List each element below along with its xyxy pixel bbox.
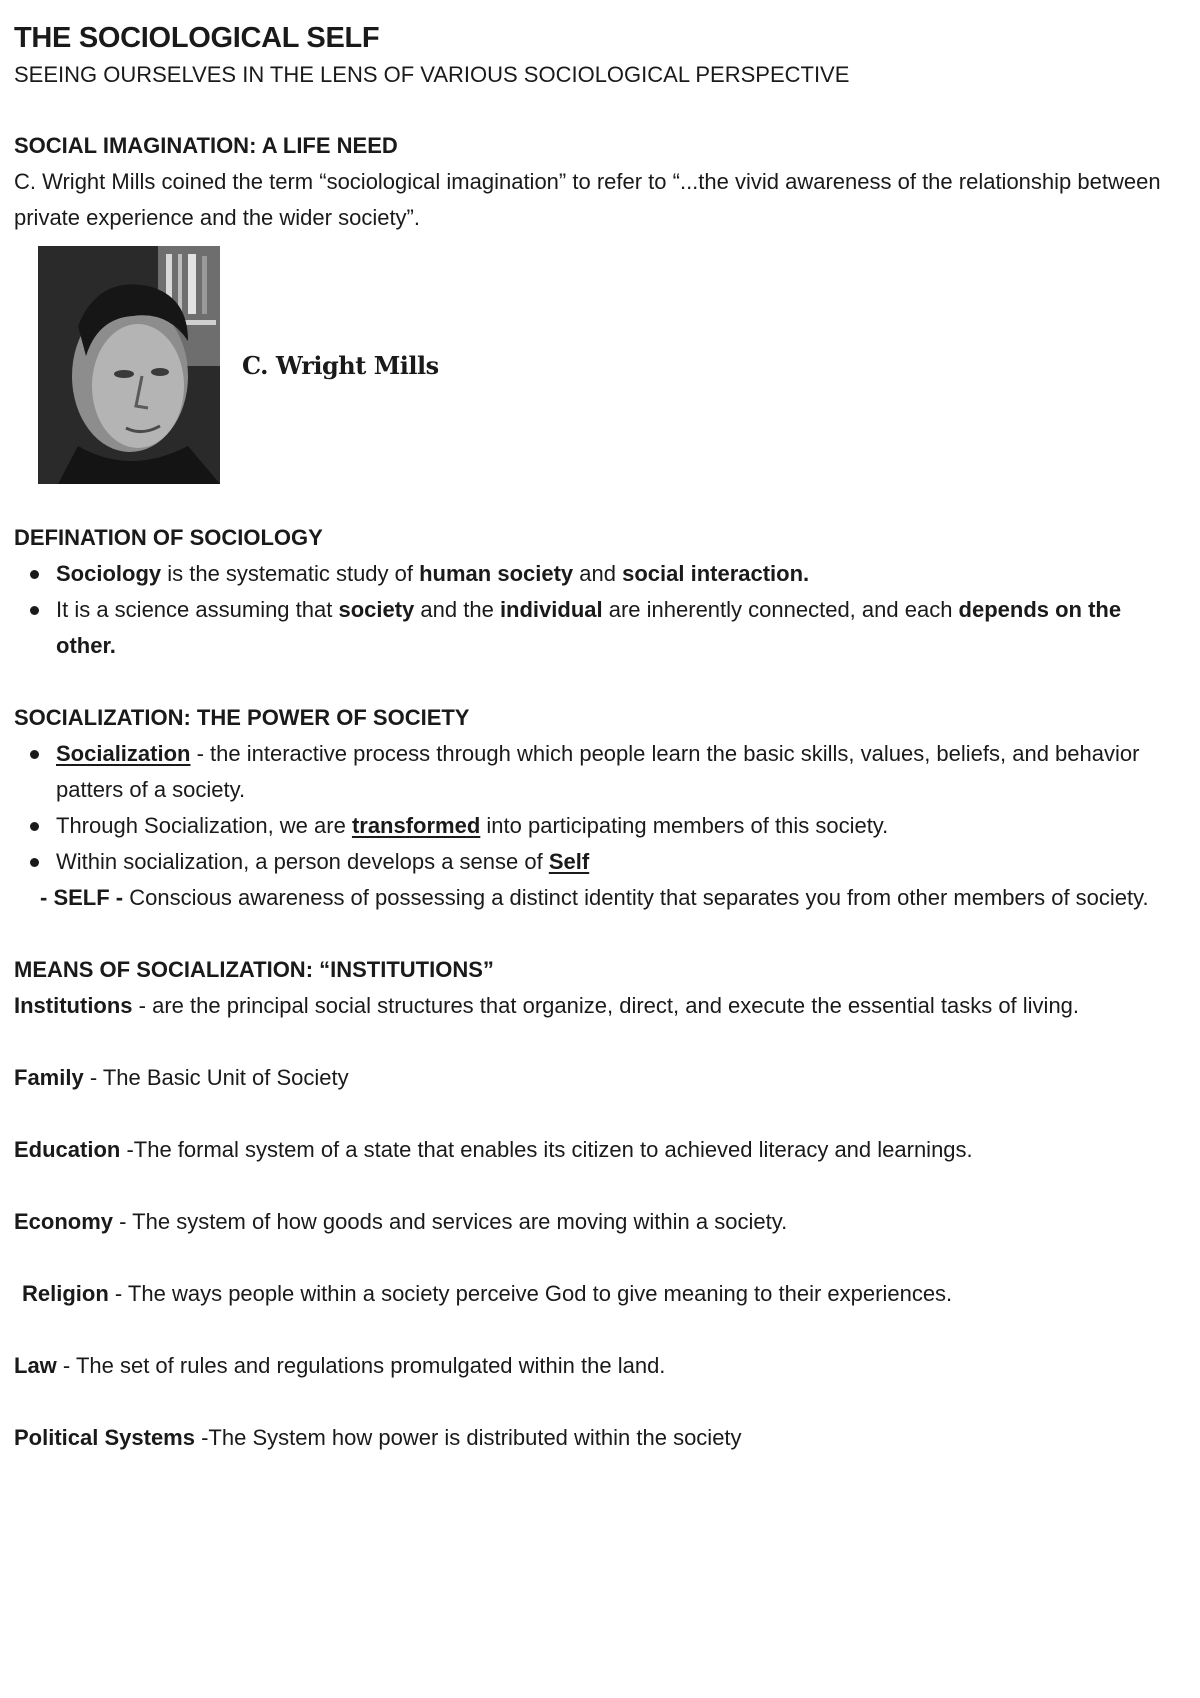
institution-term: Religion [22, 1281, 109, 1306]
institution-term: Economy [14, 1209, 114, 1234]
imagination-text: C. Wright Mills coined the term “sociological imagination” to refer to “...the vivid awareness of the relationship between private experience and the wider society”. [14, 169, 1161, 230]
list-text: Within socialization, a person develops a sense of [56, 849, 549, 874]
means-heading: MEANS OF SOCIALIZATION: “INSTITUTIONS” [14, 957, 494, 982]
list-item [56, 592, 1186, 664]
institution-term: Family [14, 1065, 84, 1090]
institution-text: - The ways people within a society perceive God to give meaning to their experiences. [108, 1281, 953, 1306]
document-page [14, 18, 1186, 1456]
term-self: Self [548, 849, 590, 874]
term-society: society [338, 597, 415, 622]
list-text: are inherently connected, and each [602, 597, 959, 622]
term-institutions: Institutions [14, 993, 133, 1018]
institutions-text: - are the principal social structures that organize, direct, and execute the essential tasks of living. [132, 993, 1080, 1018]
term-human-society: human society [419, 561, 574, 586]
term-socialization: Socialization [56, 741, 191, 766]
institution-term: Education [14, 1137, 121, 1162]
list-item [56, 808, 1186, 844]
list-text: It is a science assuming that [56, 597, 339, 622]
institution-political-systems [14, 1420, 1186, 1456]
institution-family [14, 1060, 1186, 1096]
institution-text: -The System how power is distributed within the society [194, 1425, 742, 1450]
list-item [56, 556, 1186, 592]
self-definition-text: Conscious awareness of possessing a distinct identity that separates you from other members of society. [129, 885, 1149, 910]
term-sociology: Sociology [56, 561, 162, 586]
portrait-block [38, 246, 1186, 484]
term-individual: individual [499, 597, 603, 622]
institution-economy [14, 1204, 1186, 1240]
list-text: into participating members of this society. [480, 813, 889, 838]
list-item [56, 736, 1186, 808]
term-self-label: - SELF - [40, 885, 130, 910]
imagination-heading: SOCIAL IMAGINATION: A LIFE NEED [14, 133, 398, 158]
self-definition [14, 880, 1186, 916]
definition-heading: DEFINATION OF SOCIOLOGY [14, 525, 323, 550]
institution-religion [14, 1276, 1186, 1312]
term-depends: depends on the other. [56, 597, 1122, 658]
list-text: is the systematic study of [161, 561, 420, 586]
institution-text: - The system of how goods and services are moving within a society. [113, 1209, 788, 1234]
definition-list [14, 556, 1186, 664]
institution-law [14, 1348, 1186, 1384]
institution-term: Political Systems [14, 1425, 195, 1450]
term-social-interaction: social interaction. [622, 561, 810, 586]
institution-term: Law [14, 1353, 57, 1378]
socialization-list [14, 736, 1186, 880]
socialization-heading: SOCIALIZATION: THE POWER OF SOCIETY [14, 705, 470, 730]
document-subtitle: SEEING OURSELVES IN THE LENS OF VARIOUS SOCIOLOGICAL PERSPECTIVE [14, 62, 850, 87]
list-text: and the [414, 597, 500, 622]
institution-education [14, 1132, 1186, 1168]
portrait-photo [38, 246, 220, 484]
portrait-caption: C. Wright Mills [242, 350, 439, 380]
list-item [56, 844, 1186, 880]
list-text: and [573, 561, 623, 586]
term-transformed: transformed [351, 813, 481, 838]
list-text: Through Socialization, we are [56, 813, 352, 838]
institutions-intro [14, 988, 1186, 1024]
institution-text: - The set of rules and regulations promulgated within the land. [56, 1353, 666, 1378]
document-title: THE SOCIOLOGICAL SELF [14, 22, 380, 54]
institution-text: -The formal system of a state that enables its citizen to achieved literacy and learnings. [120, 1137, 973, 1162]
list-text: - the interactive process through which people learn the basic skills, values, beliefs, and behavior patters of a society. [56, 741, 1140, 802]
institution-text: - The Basic Unit of Society [83, 1065, 349, 1090]
